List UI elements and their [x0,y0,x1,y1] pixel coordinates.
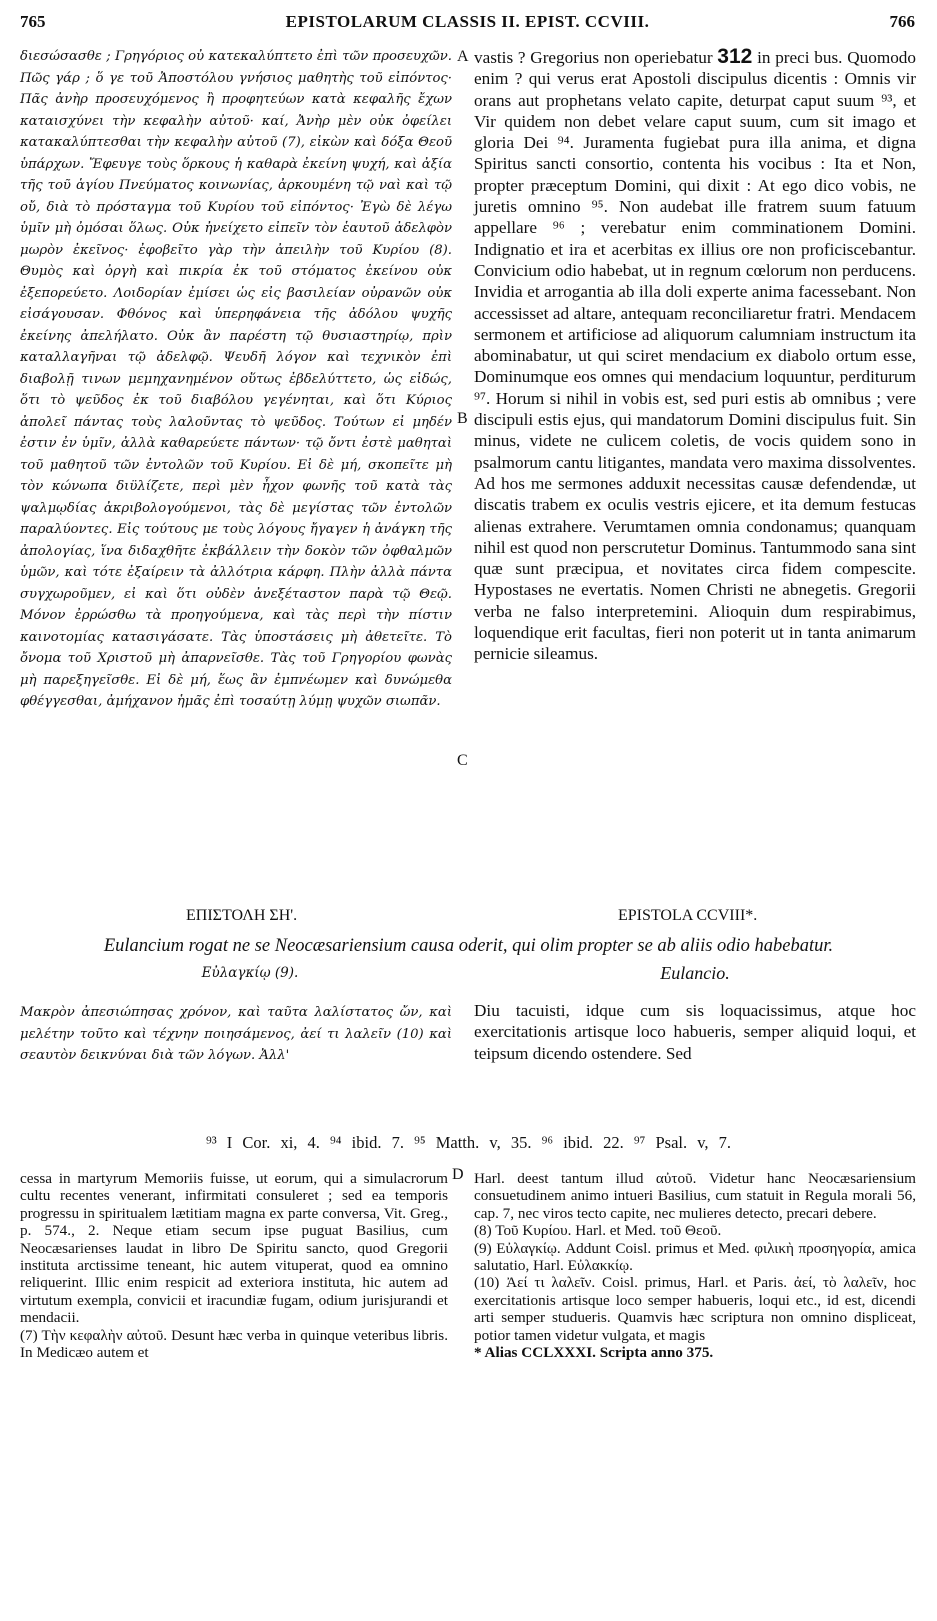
column-number-badge: 312 [717,45,753,68]
note-paragraph: (7) Τὴν κεφαλὴν αὐτοῦ. Desunt hæc verba in quinque veteribus libris. In Medicæo autem et [20,1326,448,1362]
margin-marker-b: B [457,410,468,427]
margin-marker-d: D [452,1166,464,1183]
address-greek: Εὐλαγκίῳ (9). [201,965,299,981]
epistle-heading-greek: ΕΠΙΣΤΟΛΗ ΣΗ'. [186,907,298,924]
latin-text-rest: in preci bus. Quomodo enim ? qui verus erat Apostoli discipulus dicentis : Omnis vir orans aut prophetans velato capite, deturpat caput suum ⁹³, et Vir quidem non debet velare caput suum, cum sit imago et gloria Dei ⁹⁴. Juramenta fugiebat pura illa anima, et digna Spiritus sancti consortio, contenta his vocibus : Ita et Non, propter præceptum Domini, qui dixit : At ego dico vobis, ne juretis omnino ⁹⁵. Non audebat ille fratrem suum fatuum appellare ⁹⁶ ; verebatur enim comminationem Domini. Indignatio et ira et acerbitas ex illius ore non proficiscebantur. Convicium odio habebat, ut in regnum cœlorum non perducens. Invidia et arrogantia ab illa doli experte anima facessebant. Non accessisset ad altare, antequam reconciliaretur fratri. Mendacem sermonem et artificiose ad aliquorum calumniam instructum ita abominabatur, ut qui sciret mendacium ex diabolo ortum esse, Dominumque eos omnes qui mendacium loquuntur, perditurum ⁹⁷. Horum si nihil in vobis est, sed puri estis ab omnibus ; vere discipuli estis ejus, qui mandatorum Domini discipulus fuit. Sin minus, videte ne culicem coletis, de vocis quidem sono in psalmorum cantu litigantes, mandata vero maxima dissolventes. Ad hos me sermones adduxit necessitas causæ defendendæ, ut discatis trabem ex oculis vestris ejicere, et ita demum festucas alienas extrahere. Verumtamen omnia condonamus; quanquam nihil est quod non perscrutetur Dominus. Tantummodo sana sint quæ sunt præcipua, et novitates circa fidem compescite. Hypostases ne evertatis. Nomen Christi ne abnegetis. Gregorii verba ne falso interpretemini. Alioquin dum respirabimus, loquendique erit facultas, fieri non poterit ut in tanta animarum pernicie sileamus. [474,48,916,664]
epistle-heading-latin: EPISTOLA CCVIII*. [618,907,758,924]
alias-note: * Alias CCLXXXI. Scripta anno 375. [474,1344,714,1362]
notes-left-column [20,1170,448,1361]
note-paragraph: cessa in martyrum Memoriis fuisse, ut eorum, qui a simulacrorum cultu recentes venerant, infirmitati consuleret ; sed ea temporis progressu in spiritualem lætitiam magna ex parte conversa, Vit. Greg., p. 574., 2. Neque etiam secum ipse puguat Basilius, cum Neocæsarienses laudat in libro De Spiritu sancto, quod Gregorii instituta arctissime teneant, hic autem vituperat, quod ea omnino reliquerint. Illic enim respicit ad exteriora instituta, hic autem ad virtutum exempla, convicii et iracundiæ fugam, odium jurisjurandi et mendacii. [20,1170,448,1327]
latin-main-text [474,46,916,665]
running-head [20,8,915,36]
margin-marker-a: A [457,48,469,65]
address-latin: Eulancio. [660,963,730,983]
latin-column [474,46,916,665]
note-paragraph: Harl. deest tantum illud αὐτοῦ. Videtur hanc Neocæsariensium consuetudinem animo intueri Basilius, cum statuit in Regula morali 56, cap. 7, nec viros tecto capite, nec mulieres detecto, precari debere. [474,1170,916,1222]
page-number-right: 766 [889,12,915,31]
notes-right-column [474,1170,916,1361]
letter-latin [474,1000,916,1064]
letter-greek [20,1002,452,1067]
epistle-summary: Eulancium rogat ne se Neocæsariensium causa oderit, qui olim propter se ab aliis odio habebatur. [103,936,834,956]
footnote-references: ⁹³ I Cor. xi, 4. ⁹⁴ ibid. 7. ⁹⁵ Matth. v, 35. ⁹⁶ ibid. 22. ⁹⁷ Psal. v, 7. [205,1133,732,1152]
note-paragraph: (10) Ἀεί τι λαλεῖν. Coisl. primus, Harl. et Paris. ἀεί, τὸ λαλεῖν, hoc exercitationis artisque loco semper habueris, loqui etc., id est, dicendi arti semper studueris. Quamvis hæc scriptura non omnino displiceat, potior tamen videtur vulgata, et magis [474,1274,916,1344]
running-title: EPISTOLARUM CLASSIS II. EPIST. CCVIII. [285,12,650,31]
greek-column [20,46,452,713]
greek-main-text: διεσώσασθε ; Γρηγόριος οὐ κατεκαλύπτετο ἐπὶ τῶν προσευχῶν. Πῶς γάρ ; ὅ γε τοῦ Ἀποστόλου γνήσιος μαθητὴς τοῦ εἰπόντος· Πᾶς ἀνὴρ προσευχόμενος ἢ προφητεύων κατὰ κεφαλῆς ἔχων καταισχύνει τὴν κεφαλὴν αὐτοῦ· καί, Ἀνὴρ μὲν οὐκ ὀφείλει κατακαλύπτεσθαι τὴν κεφαλὴν αὐτοῦ (7), εἰκὼν καὶ δόξα Θεοῦ ὑπάρχων. Ἔφευγε τοὺς ὅρκους ἡ καθαρὰ ἐκείνη ψυχή, καὶ ἀξία τῆς τοῦ ἁγίου Πνεύματος κοινωνίας, ἀρκουμένη τῷ ναὶ καὶ τῷ οὔ, διὰ τὸ πρόσταγμα τοῦ Κυρίου τοῦ εἰπόντος· Ἐγὼ δὲ λέγω ὑμῖν μὴ ὀμόσαι ὅλως. Οὐκ ἠνείχετο εἰπεῖν τὸν ἑαυτοῦ ἀδελφὸν μωρὸν ἐκεῖνος· ἐφοβεῖτο γὰρ τὴν ἀπειλὴν τοῦ Κυρίου (8). Θυμὸς καὶ ὀργὴ καὶ πικρία ἐκ τοῦ στόματος ἐκείνου οὐκ ἐξεπορεύετο. Λοιδορίαν ἐμίσει ὡς εἰς βασιλείαν οὐρανῶν οὐκ εἰσάγουσαν. Φθόνος καὶ ὑπερηφάνεια τῆς ἀδόλου ψυχῆς ἐκείνης ἀπελήλατο. Οὐκ ἂν παρέστη τῷ θυσιαστηρίῳ, πρὶν καταλλαγῆναι τῷ ἀδελφῷ. Ψευδῆ λόγον καὶ τεχνικὸν ἐπὶ διαβολῇ τινων μεμηχανημένον οὕτως ἐβδελύττετο, ὡς εἰδώς, ὅτι τὸ ψεῦδος ἐκ τοῦ διαβόλου γεγένηται, καὶ ὅτι Κύριος ἀπολεῖ πάντας τοὺς λαλοῦντας τὸ ψεῦδος. Τούτων εἰ μηδέν ἐστιν ἐν ὑμῖν, ἀλλὰ καθαρεύετε πάντων· τῷ ὄντι ἐστὲ μαθηταὶ τοῦ μαθητοῦ τῶν ἐντολῶν τοῦ Κυρίου. Εἰ δὲ μή, σκοπεῖτε μὴ τὸν κώνωπα διϋλίζετε, περὶ μὲν ἦχον φωνῆς τοῦ κατὰ τὰς ψαλμῳδίας ἀκριβολογούμενοι, τὰς δὲ μεγίστας τῶν ἐντολῶν παραλύοντες. Εἰς τούτους με τοὺς λόγους ἤγαγεν ἡ ἀνάγκη τῆς ἀπολογίας, ἵνα διδαχθῆτε ἐκβάλλειν τὴν δοκὸν τῶν ὀφθαλμῶν ὑμῶν, καὶ τότε ἐξαίρειν τὰ ἀλλότρια κάρφη. Πλὴν ἀλλὰ πάντα συγχωροῦμεν, εἰ καὶ ὅτι οὐδὲν ἀνεξέταστον παρὰ τῷ Θεῷ. Μόνον ἐρρώσθω τὰ προηγούμενα, καὶ τὰς περὶ τὴν πίστιν καινοτομίας κατασιγάσατε. Τὰς ὑποστάσεις μὴ ἀθετεῖτε. Τὸ ὄνομα τοῦ Χριστοῦ μὴ ἀπαρνεῖσθε. Τὰς τοῦ Γρηγορίου φωνὰς μὴ παρεξηγεῖσθε. Εἰ δὲ μή, ἕως ἂν ἐμπνέωμεν καὶ δυνώμεθα φθέγγεσθαι, ἀμήχανον ἡμᾶς ἐπὶ τοσαύτῃ λύμῃ ψυχῶν σιωπᾶν. [20,49,452,709]
margin-marker-c: C [457,752,468,769]
note-paragraph: (8) Τοῦ Κυρίου. Harl. et Med. τοῦ Θεοῦ. [474,1222,722,1240]
letter-latin-text: Diu tacuisti, idque cum sis loquacissimus, atque hoc exercitationis artisque loco habueris, semper aliquid loqui, et teipsum dicendo ostendere. Sed [474,1001,916,1063]
page-number-left: 765 [20,12,46,31]
note-paragraph: (9) Εὐλαγκίῳ. Addunt Coisl. primus et Med. φιλικὴ προσηγορία, amica salutatio, Harl. Εὐλακκίῳ. [474,1239,916,1275]
letter-greek-text: Μακρὸν ἀπεσιώπησας χρόνον, καὶ ταῦτα λαλίστατος ὤν, καὶ μελέτην τοῦτο καὶ τέχνην ποιησάμενος, ἀεί τι λαλεῖν (10) καὶ σεαυτὸν δεικνύναι διὰ τῶν λόγων. Ἀλλ' [20,1005,452,1063]
latin-text-start: vastis ? Gregorius non operiebatur [474,48,713,67]
